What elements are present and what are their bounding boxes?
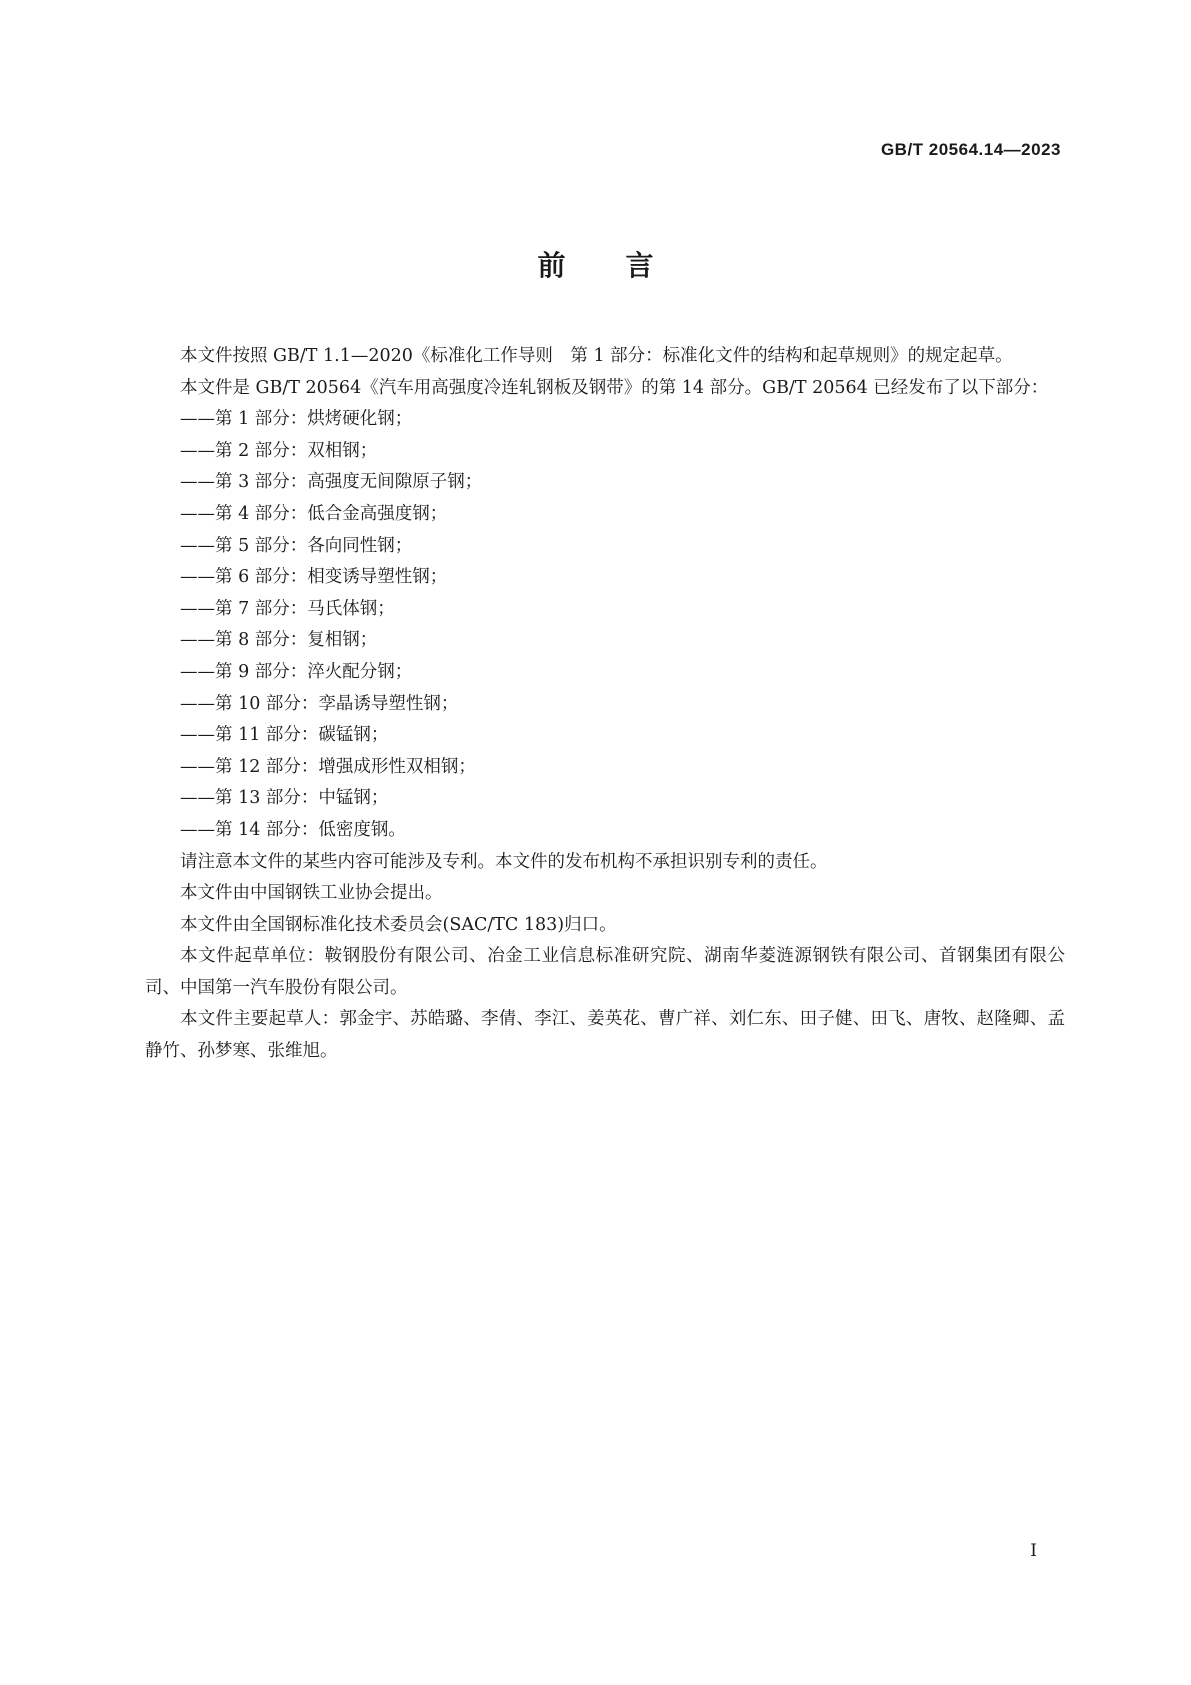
list-item: ——第 8 部分：复相钢； bbox=[180, 630, 378, 651]
list-item: ——第 13 部分：中锰钢； bbox=[180, 788, 389, 809]
page-title: 前言 bbox=[537, 249, 714, 282]
document-code: GB/T 20564.14—2023 bbox=[880, 140, 1061, 159]
list-item: ——第 6 部分：相变诱导塑性钢； bbox=[180, 567, 448, 588]
list-item: ——第 4 部分：低合金高强度钢； bbox=[180, 503, 448, 524]
list-item: ——第 14 部分：低密度钢。 bbox=[180, 819, 406, 840]
list-item: ——第 1 部分：烘烤硬化钢； bbox=[180, 409, 413, 430]
paragraph: 请注意本文件的某些内容可能涉及专利。本文件的发布机构不承担识别专利的责任。 bbox=[180, 851, 828, 872]
page-number: I bbox=[1030, 1541, 1037, 1561]
paragraph: 本文件是 GB/T 20564《汽车用高强度冷连轧钢板及钢带》的第 14 部分。GB/T 20564 已经发布了以下部分： bbox=[180, 377, 1049, 398]
list-item: ——第 9 部分：淬火配分钢； bbox=[180, 661, 413, 682]
list-item: ——第 12 部分：增强成形性双相钢； bbox=[180, 756, 476, 777]
paragraph: 本文件由中国钢铁工业协会提出。 bbox=[180, 883, 443, 904]
list-item: ——第 5 部分：各向同性钢； bbox=[180, 535, 413, 556]
paragraph: 本文件由全国钢标准化技术委员会(SAC/TC 183)归口。 bbox=[180, 914, 617, 935]
parts-list bbox=[145, 404, 1065, 846]
paragraph: 本文件按照 GB/T 1.1—2020《标准化工作导则 第 1 部分：标准化文件的结构和起草规则》的规定起草。 bbox=[180, 346, 1013, 366]
list-item: ——第 2 部分：双相钢； bbox=[180, 440, 378, 461]
list-item: ——第 3 部分：高强度无间隙原子钢； bbox=[180, 472, 483, 493]
list-item: ——第 7 部分：马氏体钢； bbox=[180, 598, 395, 619]
foreword-body bbox=[145, 341, 1065, 1068]
paragraph: 本文件起草单位：鞍钢股份有限公司、冶金工业信息标准研究院、湖南华菱涟源钢铁有限公司、首钢集团有限公司、中国第一汽车股份有限公司。 bbox=[145, 946, 1065, 998]
list-item: ——第 11 部分：碳锰钢； bbox=[180, 725, 389, 746]
paragraph: 本文件主要起草人：郭金宇、苏皓璐、李倩、李江、姜英花、曹广祥、刘仁东、田子健、田飞、唐牧、赵隆卿、孟静竹、孙梦寒、张维旭。 bbox=[145, 1009, 1065, 1062]
list-item: ——第 10 部分：孪晶诱导塑性钢； bbox=[180, 693, 459, 714]
